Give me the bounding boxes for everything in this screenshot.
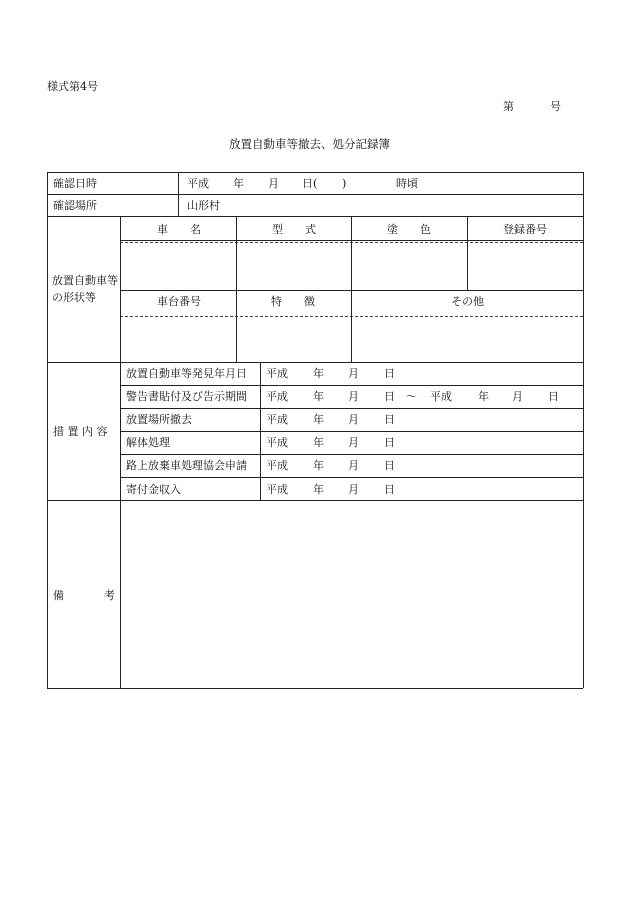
measure-row-day: 日	[384, 367, 395, 380]
record-number-label: 第	[503, 100, 514, 113]
measure-row-tilde: ～	[406, 390, 417, 403]
table-line	[260, 362, 261, 500]
vehicle-section-label: 放置自動車等の形状等	[52, 274, 118, 304]
measure-row-month: 月	[348, 459, 359, 472]
measure-row-year: 年	[313, 367, 324, 380]
table-line	[120, 216, 121, 688]
col-vehicle-model: 型 式	[272, 223, 316, 236]
confirm-date-era: 平成	[187, 177, 209, 190]
confirm-date-year-unit: 年	[233, 177, 244, 190]
measure-row-label: 寄付金収入	[126, 483, 181, 496]
measure-row-year: 年	[313, 459, 324, 472]
measure-row-era: 平成	[266, 459, 288, 472]
confirm-date-day-unit: 日(	[302, 177, 318, 190]
remarks-label-left: 備	[53, 589, 64, 602]
measure-row-year: 年	[313, 390, 324, 403]
confirm-date-month-unit: 月	[268, 177, 279, 190]
col-chassis-number: 車台番号	[157, 295, 201, 308]
table-line	[47, 216, 583, 217]
measure-row-month: 月	[348, 390, 359, 403]
measure-row-year: 年	[313, 436, 324, 449]
measure-row-label: 路上放棄車処理協会申請	[126, 459, 247, 472]
table-line	[47, 172, 583, 173]
table-line	[583, 172, 584, 688]
measure-row-era: 平成	[266, 436, 288, 449]
measure-row-day: 日	[384, 459, 395, 472]
table-line	[47, 362, 583, 363]
measure-row-month: 月	[348, 436, 359, 449]
measure-row-day: 日	[384, 413, 395, 426]
form-number: 様式第4号	[47, 80, 98, 93]
table-line	[178, 172, 179, 216]
measure-row-month-end: 月	[512, 390, 523, 403]
col-vehicle-name: 車 名	[157, 223, 201, 236]
measure-row-label: 解体処理	[126, 436, 170, 449]
table-line	[120, 385, 583, 386]
table-line	[47, 194, 583, 195]
col-vehicle-color: 塗 色	[387, 223, 431, 236]
measure-row-era: 平成	[266, 413, 288, 426]
confirm-place-label: 確認場所	[53, 199, 97, 212]
measure-row-label: 放置場所撤去	[126, 413, 192, 426]
measure-row-label: 警告書貼付及び告示期間	[126, 390, 247, 403]
measure-row-label: 放置自動車等発見年月日	[126, 367, 247, 380]
measure-row-era-end: 平成	[430, 390, 452, 403]
remarks-label-right: 考	[104, 589, 115, 602]
table-line	[467, 216, 468, 290]
document-title: 放置自動車等撤去、処分記録簿	[229, 137, 390, 151]
measure-row-era: 平成	[266, 483, 288, 496]
measure-row-era: 平成	[266, 367, 288, 380]
measure-row-month: 月	[348, 367, 359, 380]
confirm-place-value: 山形村	[187, 199, 220, 212]
table-line	[120, 408, 583, 409]
record-number-suffix: 号	[550, 100, 561, 113]
col-features: 特 徴	[271, 295, 315, 308]
measure-row-month: 月	[348, 413, 359, 426]
measure-row-era: 平成	[266, 390, 288, 403]
table-line	[47, 688, 583, 689]
confirm-date-time-unit: 時頃	[396, 177, 418, 190]
measure-row-year: 年	[313, 483, 324, 496]
measure-row-year-end: 年	[478, 390, 489, 403]
measure-row-day-end: 日	[548, 390, 559, 403]
measure-row-year: 年	[313, 413, 324, 426]
col-registration-number: 登録番号	[503, 223, 547, 236]
measure-row-month: 月	[348, 483, 359, 496]
confirm-date-label: 確認日時	[53, 177, 97, 190]
table-line	[47, 500, 583, 501]
table-line	[236, 216, 237, 362]
table-line	[120, 477, 583, 478]
table-line	[120, 431, 583, 432]
col-other: その他	[451, 295, 484, 308]
table-line	[120, 454, 583, 455]
table-line	[351, 216, 352, 362]
measure-row-day: 日	[384, 390, 395, 403]
measure-row-day: 日	[384, 483, 395, 496]
measures-section-label: 措 置 内 容	[53, 425, 108, 438]
measure-row-day: 日	[384, 436, 395, 449]
confirm-date-paren-close: )	[342, 177, 347, 190]
table-line	[47, 172, 48, 688]
